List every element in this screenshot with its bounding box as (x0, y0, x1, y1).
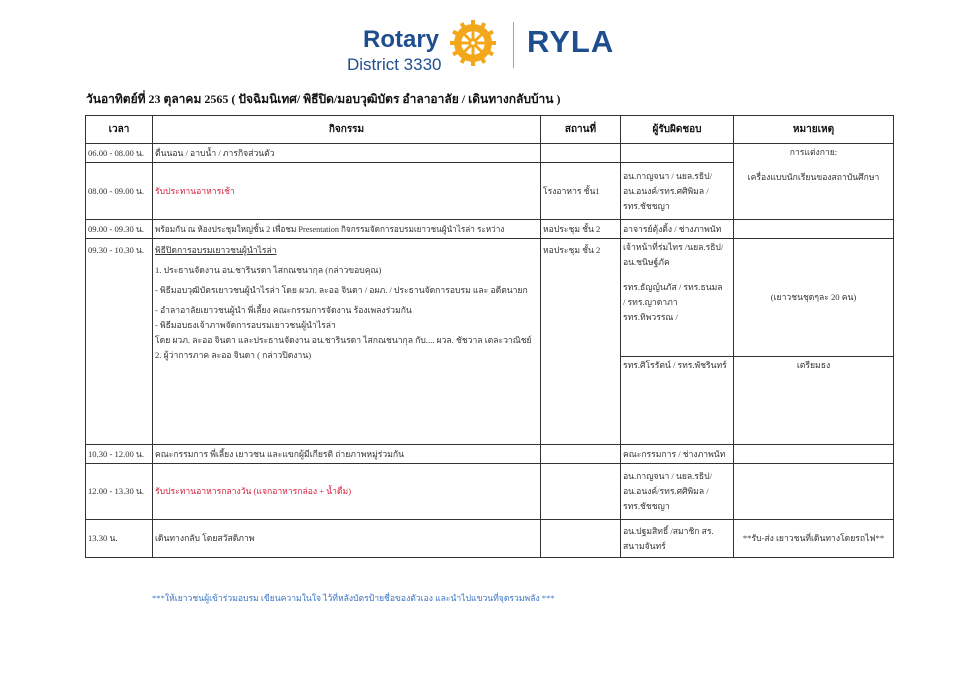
activity-text: พร้อมกัน ณ ห้องประชุมใหญ่ชั้น 2 เพื่อชม Presentation กิจกรรมจัดการอบรมเยาวชนผู้นำไรล่า ระหว่าง (155, 224, 505, 234)
cell-time: 08.00 - 09.00 น. (86, 163, 153, 220)
activity-line: - พิธีมอบธงเจ้าภาพจัดการอบรมเยาวชนผู้นำไรล่า (155, 320, 336, 330)
col-header-note: หมายเหตุ (734, 116, 894, 144)
responsible-line: อน.อนงค์/รทร.ศศิพิมล / (623, 185, 709, 196)
responsible-line: อน.กาญจนา / นยล.รธิป/ (623, 471, 712, 481)
responsible-line: รทร.ธัญญ์นภัส / รทร.ธนมล (623, 282, 723, 292)
cell-place (541, 520, 621, 558)
cell-activity: รับประทานอาหารกลางวัน (แจกอาหารกล่อง + น้ำดื่ม) (153, 464, 541, 520)
responsible-line: อน.กาญจนา / นยล.รธิป/ (623, 170, 712, 181)
responsible-text: รทร.ศิโรรัตน์ / รทร.พัชรินทร์ (623, 360, 727, 370)
logo-rotary-text: Rotary (363, 26, 440, 53)
page-title: วันอาทิตย์ที่ 23 ตุลาคม 2565 ( ปัจฉิมนิเทศ/ พิธีปิด/มอบวุฒิบัตร อำลาอาลัย / เดินทางกลับบ้าน ) (86, 92, 561, 106)
table-row (86, 220, 894, 239)
schedule-table (85, 115, 894, 558)
col-header-activity: กิจกรรม (153, 116, 541, 144)
cell-responsible: คณะกรรมการ / ช่างภาพนัท (621, 445, 734, 464)
cell-note (734, 357, 894, 445)
place-text: หอประชุม ชั้น 2 (543, 245, 601, 255)
responsible-line: / รทร.ญาดาภา (623, 297, 678, 307)
cell-place (541, 464, 621, 520)
cell-responsible (621, 357, 734, 445)
cell-place (541, 144, 621, 163)
table-row (86, 144, 894, 163)
cell-responsible (621, 144, 734, 163)
cell-responsible (621, 520, 734, 558)
responsible-line: รทร.ทิพวรรณ / (623, 312, 678, 322)
cell-activity (153, 220, 541, 239)
rotary-ryla-logo (347, 18, 615, 74)
cell-time: 12.00 - 13.30 น. (86, 464, 153, 520)
cell-time (86, 239, 153, 445)
cell-note: (เยาวชนชุดๆละ 20 คน) (734, 239, 894, 357)
cell-responsible (621, 239, 734, 357)
cell-responsible (621, 464, 734, 520)
cell-activity: เดินทางกลับ โดยสวัสดิภาพ (153, 520, 541, 558)
responsible-line: รทร.ชัชชญา (623, 501, 670, 511)
logo-district-text: District 3330 (347, 55, 442, 74)
cell-place: โรงอาหาร ชั้น1 (541, 163, 621, 220)
cell-note (734, 464, 894, 520)
cell-time: 09.00 - 09.30 น. (86, 220, 153, 239)
cell-time: 13.30 น. (86, 520, 153, 558)
responsible-line: อน.ชนิษฐ์ภัค (623, 257, 670, 267)
responsible-line: อน.อนงค์/รทร.ศศิพิมล / (623, 486, 709, 496)
rotary-wheel-icon (450, 20, 496, 66)
col-header-responsible: ผู้รับผิดชอบ (621, 116, 734, 144)
logo-divider (513, 22, 514, 68)
table-row (86, 239, 894, 357)
table-row (86, 445, 894, 464)
activity-line: 1. ประธานจัดงาน อน.ชารินรดา ไสกณชนากุล (กล่าวขอบคุณ) (155, 265, 382, 275)
table-row (86, 520, 894, 558)
col-header-place: สถานที่ (541, 116, 621, 144)
note-text: เตรียมธง (796, 360, 831, 370)
logo-ryla-text: RYLA (527, 24, 615, 59)
cell-time: 06.00 - 08.00 น. (86, 144, 153, 163)
time-text: 09.30 - 10.30 น. (88, 245, 145, 255)
cell-note (734, 445, 894, 464)
table-header-row (86, 116, 894, 144)
cell-time: 10.30 - 12.00 น. (86, 445, 153, 464)
cell-note (734, 220, 894, 239)
cell-note: **รับ-ส่ง เยาวชนที่เดินทางโดยรถไฟ** (734, 520, 894, 558)
note-line: เครื่องแบบนักเรียนของสถาบันศึกษา (747, 172, 880, 182)
cell-place (541, 445, 621, 464)
activity-line: โดย ผวภ. ละออ จินดา และประธานจัดงาน อน.ชารินรดา ไสกณชนากุล กับ.... ผวล. ชัชวาล เตละวาณิชย์ (155, 335, 532, 345)
cell-activity: รับประทานอาหารเช้า (153, 163, 541, 220)
cell-activity (153, 239, 541, 445)
cell-place (541, 239, 621, 445)
activity-line: - พิธีมอบวุฒิบัตรเยาวชนผู้นำไรล่า โดย ผวภ. ละออ จินดา / อผภ. / ประธานจัดการอบรม และ อดีตนายก (155, 285, 528, 295)
activity-heading: พิธีปิดการอบรมเยาวชนผู้นำไรล่า (155, 245, 277, 255)
cell-responsible: อาจารย์ตุ้งติ้ง / ช่างภาพนัท (621, 220, 734, 239)
responsible-line: รทร.ชัชชญา (623, 200, 670, 211)
cell-note (734, 144, 894, 220)
col-header-time: เวลา (86, 116, 153, 144)
activity-line: 2. ผู้ว่าการภาค ละออ จินดา ( กล่าวปิดงาน) (155, 350, 312, 360)
cell-place: หอประชุม ชั้น 2 (541, 220, 621, 239)
table-row (86, 464, 894, 520)
activity-line: - อำลาอาลัยเยาวชนผู้นำ พี่เลี้ยง คณะกรรมการจัดงาน ร้องเพลงร่วมกัน (155, 305, 412, 315)
note-line: การแต่งกาย: (789, 147, 838, 157)
cell-activity: ตื่นนอน / อาบน้ำ / ภารกิจส่วนตัว (153, 144, 541, 163)
cell-activity: คณะกรรมการ พี่เลี้ยง เยาวชน และแขกผู้มีเกียรติ ถ่ายภาพหมู่ร่วมกัน (153, 445, 541, 464)
footnote: ***ให้เยาวชนผู้เข้าร่วมอบรม เขียนความในใจ ไว้ที่หลังบัตรป้ายชื่อของตัวเอง และนำไปแขวนที่จุดรวมพลัง *** (152, 593, 555, 603)
cell-responsible (621, 163, 734, 220)
responsible-line: อน.ปฐมสิทธิ์ /สมาชิก สร. (623, 525, 714, 536)
responsible-line: เจ้าหน้าที่ร่มไทร /นยล.รธิป/ (623, 242, 724, 252)
responsible-line: สนามจันทร์ (623, 540, 666, 551)
